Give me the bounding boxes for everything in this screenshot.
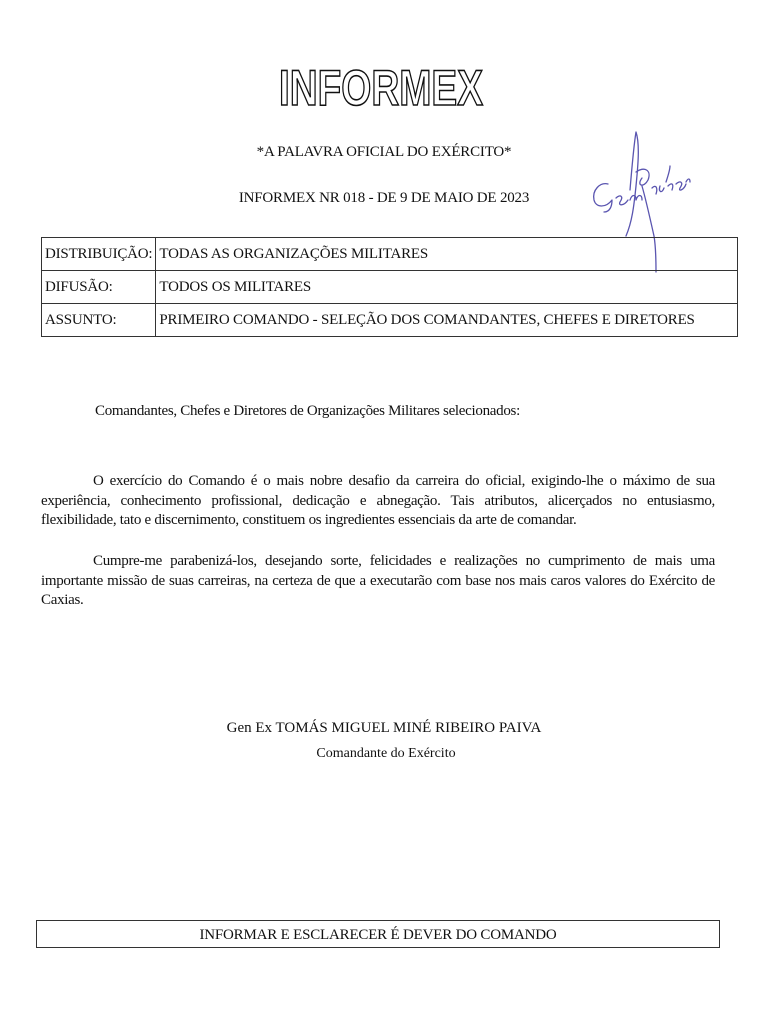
- body-paragraph-1: O exercício do Comando é o mais nobre desafio da carreira do oficial, exigindo-lhe o máximo de sua experiência, conhecimento profissional, dedicação e abnegação. Tais atributos, alicerçados no entusiasmo, flexibilidade, tato e discernimento, constituem os ingredientes essenciais da arte de comandar.: [41, 473, 715, 528]
- footer-motto: INFORMAR E ESCLARECER É DEVER DO COMANDO: [36, 920, 720, 948]
- greeting: Comandantes, Chefes e Diretores de Organizações Militares selecionados:: [95, 403, 520, 419]
- metadata-row-distribuicao: [42, 238, 738, 271]
- metadata-key: DIFUSÃO:: [42, 271, 156, 304]
- metadata-value: PRIMEIRO COMANDO - SELEÇÃO DOS COMANDANTES, CHEFES E DIRETORES: [156, 304, 738, 337]
- informex-logo-text: INFORMEX: [279, 60, 483, 116]
- metadata-value: TODAS AS ORGANIZAÇÕES MILITARES: [156, 238, 738, 271]
- metadata-key: ASSUNTO:: [42, 304, 156, 337]
- informex-logo: [276, 50, 486, 114]
- document-number: INFORMEX NR 018 - DE 9 DE MAIO DE 2023: [238, 190, 530, 206]
- metadata-row-assunto: [42, 304, 738, 337]
- metadata-table: [41, 237, 738, 337]
- signer-name: Gen Ex TOMÁS MIGUEL MINÉ RIBEIRO PAIVA: [226, 720, 542, 736]
- metadata-value: TODOS OS MILITARES: [156, 271, 738, 304]
- metadata-row-difusao: [42, 271, 738, 304]
- body-paragraph-2: Cumpre-me parabenizá-los, desejando sorte, felicidades e realizações no cumprimento de mais uma importante missão de suas carreiras, na certeza de que a executarão com base nos mais caros valores do Exército de Caxias.: [41, 553, 715, 608]
- tagline: *A PALAVRA OFICIAL DO EXÉRCITO*: [256, 144, 512, 160]
- metadata-key: DISTRIBUIÇÃO:: [42, 238, 156, 271]
- signer-role: Comandante do Exército: [316, 746, 456, 761]
